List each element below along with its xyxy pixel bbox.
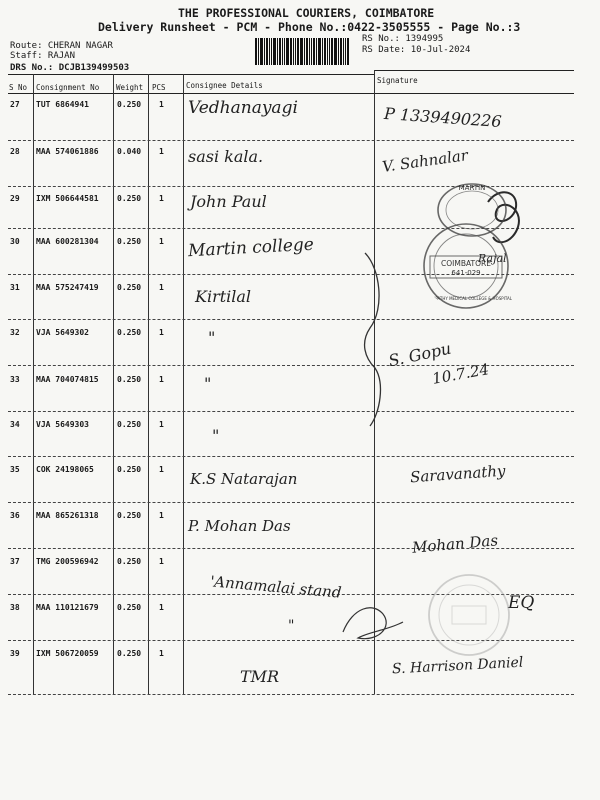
consignee-ditto: " xyxy=(212,426,220,445)
scribble-mark xyxy=(338,602,408,647)
col-divider xyxy=(33,74,34,694)
row-divider xyxy=(8,456,574,457)
row-sno: 28 xyxy=(10,147,20,156)
consignee-ditto: " xyxy=(208,328,216,347)
signature-top-rule xyxy=(374,70,574,71)
row-weight: 0.250 xyxy=(117,237,142,246)
row-sno: 36 xyxy=(10,511,20,520)
stamp-city: COIMBATORE xyxy=(441,259,491,268)
company-title: THE PROFESSIONAL COURIERS, COIMBATORE xyxy=(178,6,435,20)
row-divider xyxy=(8,140,574,141)
col-header-pcs: PCS xyxy=(152,83,166,92)
row-pcs: 1 xyxy=(159,147,164,156)
row-consignment-no: MAA 865261318 xyxy=(36,511,99,520)
row-consignment-no: IXM 506720059 xyxy=(36,649,99,658)
row-sno: 38 xyxy=(10,603,20,612)
row-consignment-no: MAA 574061886 xyxy=(36,147,99,156)
col-header-consignee: Consignee Details xyxy=(186,81,263,90)
row-weight: 0.250 xyxy=(117,194,142,203)
college-stamp xyxy=(416,178,534,316)
row-pcs: 1 xyxy=(159,237,164,246)
signature-date: 10.7.24 xyxy=(430,360,491,388)
col-header-weight: Weight xyxy=(116,83,144,92)
consignee-handwriting: K.S Natarajan xyxy=(190,470,298,488)
row-pcs: 1 xyxy=(159,283,164,292)
row-weight: 0.250 xyxy=(117,649,142,658)
row-sno: 33 xyxy=(10,375,20,384)
row-consignment-no: MAA 600281304 xyxy=(36,237,99,246)
rs-date: RS Date: 10-Jul-2024 xyxy=(362,45,471,55)
row-consignment-no: MAA 575247419 xyxy=(36,283,99,292)
row-consignment-no: VJA 5649303 xyxy=(36,420,89,429)
row-consignment-no: COK 24198065 xyxy=(36,465,94,474)
consignee-handwriting: sasi kala. xyxy=(188,147,264,166)
stamp-ring-text: HOMEOPATHY MEDICAL COLLEGE & HOSPITAL xyxy=(420,296,512,301)
row-consignment-no: MAA 110121679 xyxy=(36,603,99,612)
row-weight: 0.250 xyxy=(117,328,142,337)
row-sno: 35 xyxy=(10,465,20,474)
signature-handwriting: EQ xyxy=(508,593,535,613)
row-sno: 34 xyxy=(10,420,20,429)
consignee-ditto: " xyxy=(288,618,295,634)
row-sno: 27 xyxy=(10,100,20,109)
consignee-ditto: " xyxy=(204,374,212,393)
col-header-consignment: Consignment No xyxy=(36,83,100,92)
consignee-handwriting: Martin college xyxy=(187,234,315,262)
route-label: Route: CHERAN NAGAR xyxy=(10,41,113,51)
signature-handwriting: V. Sahnalar xyxy=(381,146,469,176)
consignee-handwriting: P. Mohan Das xyxy=(188,517,291,535)
row-weight: 0.250 xyxy=(117,603,142,612)
row-consignment-no: MAA 704074815 xyxy=(36,375,99,384)
col-divider xyxy=(183,74,184,694)
row-sno: 30 xyxy=(10,237,20,246)
row-consignment-no: TUT 6864941 xyxy=(36,100,89,109)
brace-scribble xyxy=(340,248,400,428)
col-header-sno: S No xyxy=(9,83,28,92)
faded-stamp xyxy=(424,570,514,660)
row-weight: 0.250 xyxy=(117,420,142,429)
row-weight: 0.040 xyxy=(117,147,142,156)
consignee-handwriting: Kirtilal xyxy=(195,287,252,306)
row-sno: 29 xyxy=(10,194,20,203)
row-weight: 0.250 xyxy=(117,283,142,292)
row-divider xyxy=(8,319,574,320)
signature-handwriting: Rajal xyxy=(478,252,507,265)
row-consignment-no: TMG 200596942 xyxy=(36,557,99,566)
row-pcs: 1 xyxy=(159,465,164,474)
row-weight: 0.250 xyxy=(117,375,142,384)
col-divider xyxy=(148,74,149,694)
stamp-top-text: MARTIN xyxy=(458,184,486,192)
signature-handwriting: Saravanathy xyxy=(409,461,507,487)
consignee-handwriting: Vedhanayagi xyxy=(188,98,298,118)
row-pcs: 1 xyxy=(159,603,164,612)
row-sno: 31 xyxy=(10,283,20,292)
signature-handwriting: S. Gopu xyxy=(386,338,453,371)
row-divider xyxy=(8,411,574,412)
row-sno: 37 xyxy=(10,557,20,566)
drs-number: DRS No.: DCJB139499503 xyxy=(10,63,130,73)
row-divider xyxy=(8,502,574,503)
row-sno: 39 xyxy=(10,649,20,658)
col-header-signature: Signature xyxy=(377,76,418,85)
row-pcs: 1 xyxy=(159,100,164,109)
header-bottom-rule xyxy=(8,93,574,94)
consignee-handwriting: 'Annamalai stand xyxy=(209,572,343,602)
barcode xyxy=(255,38,355,65)
signature-handwriting: Mohan Das xyxy=(411,531,499,557)
signature-handwriting: P 1339490226 xyxy=(383,103,503,132)
row-pcs: 1 xyxy=(159,328,164,337)
row-weight: 0.250 xyxy=(117,465,142,474)
consignee-handwriting: John Paul xyxy=(190,192,267,211)
row-consignment-no: VJA 5649302 xyxy=(36,328,89,337)
row-pcs: 1 xyxy=(159,375,164,384)
rs-number: RS No.: 1394995 xyxy=(362,34,444,44)
signature-handwriting: S. Harrison Daniel xyxy=(391,654,524,678)
row-pcs: 1 xyxy=(159,420,164,429)
stamp-pin: 641-029 xyxy=(451,269,481,277)
row-pcs: 1 xyxy=(159,511,164,520)
row-pcs: 1 xyxy=(159,649,164,658)
row-divider xyxy=(8,365,574,366)
staff-label: Staff: RAJAN xyxy=(10,51,76,61)
row-divider xyxy=(8,694,574,695)
col-divider xyxy=(113,74,114,694)
consignee-handwriting: TMR xyxy=(240,667,280,686)
row-pcs: 1 xyxy=(159,194,164,203)
row-weight: 0.250 xyxy=(117,100,142,109)
row-sno: 32 xyxy=(10,328,20,337)
row-pcs: 1 xyxy=(159,557,164,566)
row-weight: 0.250 xyxy=(117,557,142,566)
runsheet-subtitle: Delivery Runsheet - PCM - Phone No.:0422-3505555 - Page No.:3 xyxy=(98,20,521,34)
row-consignment-no: IXM 506644581 xyxy=(36,194,99,203)
table-top-rule xyxy=(8,74,374,75)
row-weight: 0.250 xyxy=(117,511,142,520)
